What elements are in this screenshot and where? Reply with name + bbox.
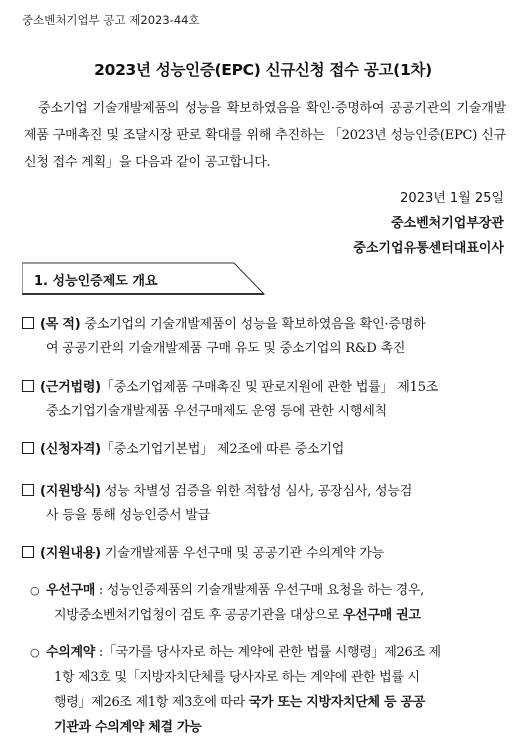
subitem-text-plain: 행령」제26조 제1항 제3호에 따라 [54,695,249,710]
item-label: (근거법령) [40,380,101,395]
item-text-continued: 여 공공기관의 기술개발제품 구매 유도 및 중소기업의 R&D 촉진 [46,341,406,356]
overview-item-eligibility [22,438,506,462]
subitem-text: :「국가를 당사자로 하는 계약에 관한 법률 시행령」제26조 제 [95,645,441,660]
item-text: 성능 차별성 검증을 위한 적합성 심사, 공장심사, 성능검 [100,484,413,499]
item-text: 중소기업의 기술개발제품이 성능을 확보하였음을 확인·증명하 [80,317,426,332]
checkbox-square-icon [22,442,34,454]
checkbox-square-icon [22,380,34,392]
checkbox-square-icon [22,546,34,558]
checkbox-square-icon [22,484,34,496]
signer-ministry: 중소벤처기업부장관 [390,216,504,231]
subitem-private-contract [30,640,506,740]
overview-item-purpose [22,313,506,361]
signer-center: 중소기업유통센터대표이사 [353,241,504,256]
checkbox-square-icon [22,317,34,329]
overview-item-support [22,542,506,566]
intro-paragraph: 중소기업 기술개발제품의 성능을 확보하였음을 확인·증명하여 공공기관의 기술개발제품 구매촉진 및 조달시장 판로 확대를 위해 추진하는 「2023년 성능인증(EPC) 신규신청 접수 계획」을 다음과 같이 공고합니다. [24,101,506,170]
subitem-text-bold: 우선구매 권고 [342,608,421,623]
subitem-priority-purchase [30,578,506,628]
subitem-label: 우선구매 [46,583,96,598]
subitem-text-plain: 지방중소벤처기업청이 검토 후 공공기관을 대상으로 [54,608,343,623]
section-heading-box [22,262,266,295]
overview-item-legal-basis [22,376,506,424]
item-text-continued: 중소기업기술개발제품 우선구매제도 운영 등에 관한 시행세칙 [46,404,387,419]
item-label: (지원방식) [40,484,101,499]
section-heading: 1. 성능인증제도 개요 [34,274,158,289]
page-title: 2023년 성능인증(EPC) 신규신청 접수 공고(1차) [94,61,432,79]
circle-bullet-icon: ○ [30,584,40,597]
notice-date: 2023년 1월 25일 [400,191,504,206]
subitem-text-line3 [30,690,506,715]
item-text: 기술개발제품 우선구매 및 공공기관 수의계약 가능 [100,546,385,561]
subitem-label: 수의계약 [46,645,96,660]
subitem-text: : 성능인증제품의 기술개발제품 우선구매 요청을 하는 경우, [95,583,424,598]
item-text-continued: 사 등을 통해 성능인증서 발급 [46,508,211,523]
circle-bullet-icon: ○ [30,646,40,659]
item-label: (목 적) [40,317,81,332]
subitem-text-line2: 1항 제3호 및「지방자치단체를 당사자로 하는 계약에 관한 법률 시 [54,670,420,685]
overview-item-method [22,480,506,528]
subitem-text-bold: 국가 또는 지방자치단체 등 공공 [248,695,426,710]
subitem-text-continued [30,603,506,628]
item-text: 「중소기업기본법」 제2조에 따른 중소기업 [100,442,345,457]
subitem-text-line4: 기관과 수의계약 체결 가능 [54,720,202,735]
item-text: 「중소기업제품 구매촉진 및 판로지원에 관한 법률」 제15조 [100,380,439,395]
item-label: (신청자격) [40,442,101,457]
item-label: (지원내용) [40,546,101,561]
notice-number: 중소벤처기업부 공고 제2023-44호 [22,13,200,27]
